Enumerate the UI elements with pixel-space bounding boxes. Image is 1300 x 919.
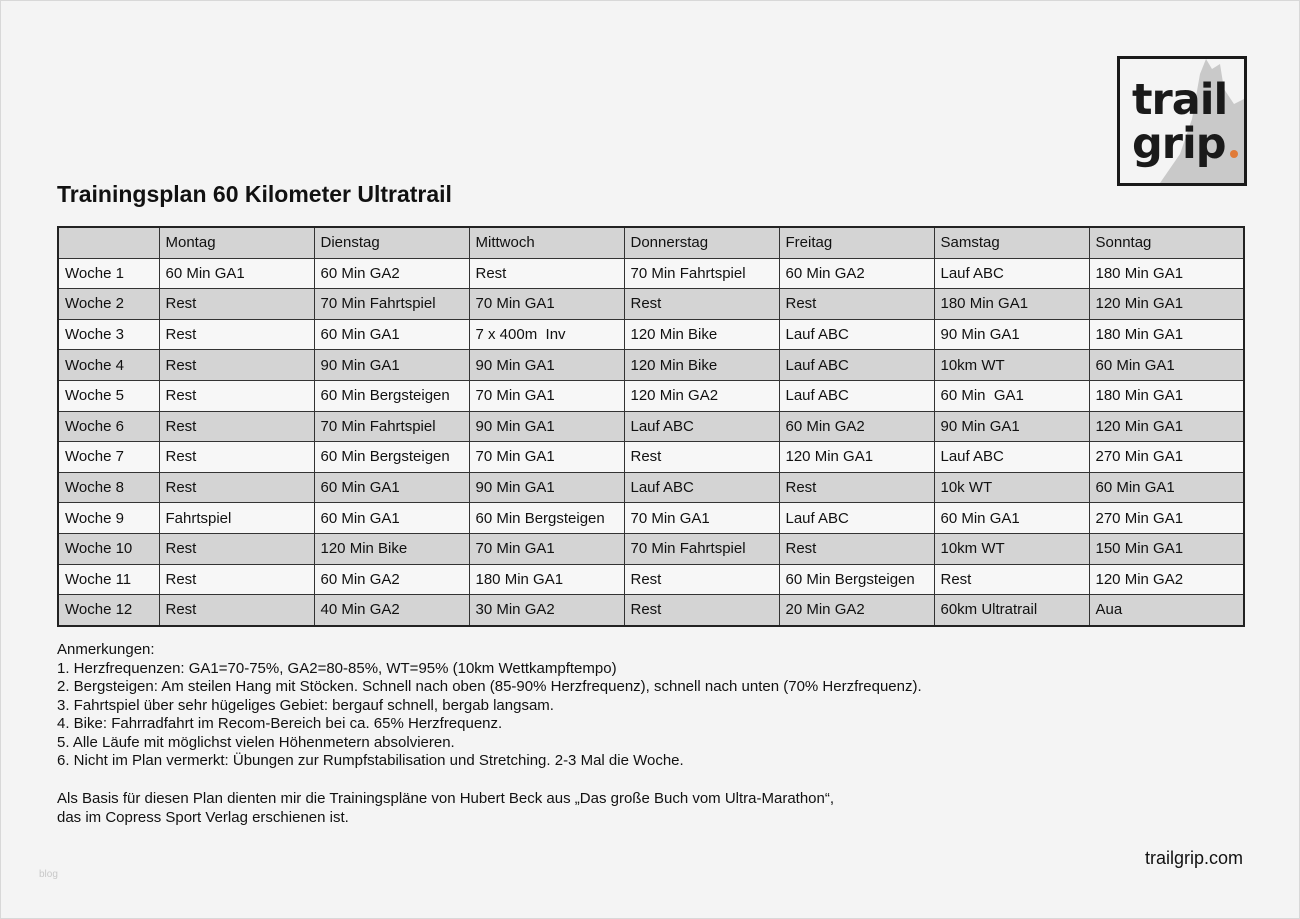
workout-cell: 70 Min Fahrtspiel bbox=[314, 289, 469, 320]
workout-cell: Rest bbox=[159, 564, 314, 595]
source-note-line: Als Basis für diesen Plan dienten mir die Trainingspläne von Hubert Beck aus „Das große Buch vom Ultra-Marathon“, bbox=[57, 790, 835, 807]
workout-cell: 90 Min GA1 bbox=[934, 411, 1089, 442]
logo-text-trail: trail bbox=[1132, 75, 1228, 125]
workout-cell: Fahrtspiel bbox=[159, 503, 314, 534]
header-cell-day: Dienstag bbox=[314, 227, 469, 258]
header-cell-day: Mittwoch bbox=[469, 227, 624, 258]
workout-cell: 20 Min GA2 bbox=[779, 595, 934, 626]
workout-cell: 60 Min GA1 bbox=[1089, 350, 1244, 381]
week-label-cell: Woche 1 bbox=[58, 258, 159, 289]
watermark: blog bbox=[39, 869, 58, 880]
workout-cell: 70 Min Fahrtspiel bbox=[314, 411, 469, 442]
week-label-cell: Woche 2 bbox=[58, 289, 159, 320]
workout-cell: Rest bbox=[624, 289, 779, 320]
workout-cell: Lauf ABC bbox=[934, 258, 1089, 289]
week-label-cell: Woche 9 bbox=[58, 503, 159, 534]
trailgrip-logo bbox=[1117, 56, 1247, 186]
table-row bbox=[58, 411, 1244, 442]
week-label-cell: Woche 10 bbox=[58, 533, 159, 564]
week-label-cell: Woche 7 bbox=[58, 442, 159, 473]
workout-cell: 70 Min GA1 bbox=[469, 533, 624, 564]
week-label-cell: Woche 4 bbox=[58, 350, 159, 381]
workout-cell: 120 Min GA1 bbox=[1089, 289, 1244, 320]
workout-cell: 120 Min Bike bbox=[314, 533, 469, 564]
workout-cell: Lauf ABC bbox=[779, 503, 934, 534]
workout-cell: 180 Min GA1 bbox=[469, 564, 624, 595]
header-cell-day: Freitag bbox=[779, 227, 934, 258]
table-row bbox=[58, 258, 1244, 289]
workout-cell: 180 Min GA1 bbox=[1089, 258, 1244, 289]
workout-cell: Rest bbox=[159, 411, 314, 442]
footer-url: trailgrip.com bbox=[1144, 848, 1243, 868]
workout-cell: 60 Min GA1 bbox=[159, 258, 314, 289]
source-note-line: das im Copress Sport Verlag erschienen ist. bbox=[57, 808, 349, 826]
note-item: 2. Bergsteigen: Am steilen Hang mit Stöcken. Schnell nach oben (85-90% Herzfrequenz), schnell nach unten (70% Herzfrequenz). bbox=[57, 678, 922, 695]
workout-cell: 70 Min GA1 bbox=[624, 503, 779, 534]
table-row bbox=[58, 442, 1244, 473]
workout-cell: Rest bbox=[934, 564, 1089, 595]
workout-cell: 60km Ultratrail bbox=[934, 595, 1089, 626]
workout-cell: 120 Min Bike bbox=[624, 319, 779, 350]
workout-cell: 60 Min Bergsteigen bbox=[779, 564, 934, 595]
notes-heading: Anmerkungen: bbox=[57, 641, 155, 658]
table-row bbox=[58, 472, 1244, 503]
workout-cell: 60 Min GA1 bbox=[314, 503, 469, 534]
note-item: 1. Herzfrequenzen: GA1=70-75%, GA2=80-85%, WT=95% (10km Wettkampftempo) bbox=[57, 659, 617, 677]
workout-cell: 70 Min GA1 bbox=[469, 289, 624, 320]
workout-cell: Rest bbox=[159, 472, 314, 503]
note-item: 4. Bike: Fahrradfahrt im Recom-Bereich bei ca. 65% Herzfrequenz. bbox=[57, 715, 503, 732]
workout-cell: Lauf ABC bbox=[779, 350, 934, 381]
workout-cell: 60 Min GA1 bbox=[934, 503, 1089, 534]
workout-cell: Rest bbox=[159, 533, 314, 564]
table-header-row bbox=[58, 227, 1244, 258]
workout-cell: 120 Min GA2 bbox=[624, 380, 779, 411]
page-title: Trainingsplan 60 Kilometer Ultratrail bbox=[57, 181, 452, 207]
workout-cell: 60 Min GA2 bbox=[779, 411, 934, 442]
source-note bbox=[57, 790, 834, 827]
workout-cell: Rest bbox=[159, 350, 314, 381]
week-label-cell: Woche 12 bbox=[58, 595, 159, 626]
workout-cell: Lauf ABC bbox=[779, 380, 934, 411]
workout-cell: 70 Min Fahrtspiel bbox=[624, 533, 779, 564]
workout-cell: 70 Min GA1 bbox=[469, 442, 624, 473]
table-row bbox=[58, 503, 1244, 534]
table-row bbox=[58, 380, 1244, 411]
workout-cell: Rest bbox=[159, 289, 314, 320]
workout-cell: 180 Min GA1 bbox=[1089, 319, 1244, 350]
workout-cell: Rest bbox=[159, 380, 314, 411]
workout-cell: 7 x 400m Inv bbox=[469, 319, 624, 350]
workout-cell: 180 Min GA1 bbox=[1089, 380, 1244, 411]
logo-text-grip: grip bbox=[1132, 119, 1226, 169]
table-row bbox=[58, 319, 1244, 350]
workout-cell: 70 Min GA1 bbox=[469, 380, 624, 411]
workout-cell: 120 Min GA2 bbox=[1089, 564, 1244, 595]
workout-cell: Rest bbox=[159, 319, 314, 350]
note-item: 5. Alle Läufe mit möglichst vielen Höhenmetern absolvieren. bbox=[57, 733, 455, 751]
table-row bbox=[58, 595, 1244, 626]
workout-cell: Rest bbox=[624, 442, 779, 473]
header-cell-day: Montag bbox=[159, 227, 314, 258]
workout-cell: 90 Min GA1 bbox=[469, 411, 624, 442]
workout-cell: 120 Min GA1 bbox=[1089, 411, 1244, 442]
workout-cell: 90 Min GA1 bbox=[469, 350, 624, 381]
workout-cell: 70 Min Fahrtspiel bbox=[624, 258, 779, 289]
workout-cell: Lauf ABC bbox=[624, 411, 779, 442]
workout-cell: 60 Min Bergsteigen bbox=[314, 380, 469, 411]
notes-section bbox=[57, 641, 922, 771]
workout-cell: 10k WT bbox=[934, 472, 1089, 503]
workout-cell: 90 Min GA1 bbox=[934, 319, 1089, 350]
workout-cell: 270 Min GA1 bbox=[1089, 442, 1244, 473]
workout-cell: Aua bbox=[1089, 595, 1244, 626]
logo-dot bbox=[1230, 150, 1238, 158]
training-plan-table bbox=[57, 226, 1245, 627]
workout-cell: Rest bbox=[779, 289, 934, 320]
workout-cell: 270 Min GA1 bbox=[1089, 503, 1244, 534]
workout-cell: 60 Min Bergsteigen bbox=[314, 442, 469, 473]
workout-cell: 150 Min GA1 bbox=[1089, 533, 1244, 564]
workout-cell: 120 Min GA1 bbox=[779, 442, 934, 473]
table-row bbox=[58, 533, 1244, 564]
workout-cell: 60 Min Bergsteigen bbox=[469, 503, 624, 534]
week-label-cell: Woche 5 bbox=[58, 380, 159, 411]
workout-cell: 60 Min GA1 bbox=[314, 319, 469, 350]
workout-cell: 180 Min GA1 bbox=[934, 289, 1089, 320]
workout-cell: 10km WT bbox=[934, 533, 1089, 564]
week-label-cell: Woche 8 bbox=[58, 472, 159, 503]
workout-cell: 60 Min GA1 bbox=[1089, 472, 1244, 503]
workout-cell: 120 Min Bike bbox=[624, 350, 779, 381]
workout-cell: 10km WT bbox=[934, 350, 1089, 381]
week-label-cell: Woche 11 bbox=[58, 564, 159, 595]
workout-cell: Rest bbox=[159, 442, 314, 473]
table-row bbox=[58, 564, 1244, 595]
week-label-cell: Woche 6 bbox=[58, 411, 159, 442]
header-cell-week bbox=[58, 227, 159, 258]
table-row bbox=[58, 289, 1244, 320]
workout-cell: 60 Min GA1 bbox=[314, 472, 469, 503]
header-cell-day: Samstag bbox=[934, 227, 1089, 258]
workout-cell: Lauf ABC bbox=[624, 472, 779, 503]
workout-cell: Rest bbox=[779, 533, 934, 564]
header-cell-day: Donnerstag bbox=[624, 227, 779, 258]
workout-cell: Lauf ABC bbox=[779, 319, 934, 350]
workout-cell: Rest bbox=[779, 472, 934, 503]
workout-cell: Rest bbox=[159, 595, 314, 626]
workout-cell: 90 Min GA1 bbox=[469, 472, 624, 503]
workout-cell: 90 Min GA1 bbox=[314, 350, 469, 381]
table-row bbox=[58, 350, 1244, 381]
workout-cell: 40 Min GA2 bbox=[314, 595, 469, 626]
workout-cell: Rest bbox=[624, 564, 779, 595]
workout-cell: Rest bbox=[469, 258, 624, 289]
note-item: 3. Fahrtspiel über sehr hügeliges Gebiet: bergauf schnell, bergab langsam. bbox=[57, 696, 554, 714]
workout-cell: Lauf ABC bbox=[934, 442, 1089, 473]
note-item: 6. Nicht im Plan vermerkt: Übungen zur Rumpfstabilisation und Stretching. 2-3 Mal die Woche. bbox=[57, 752, 684, 769]
workout-cell: Rest bbox=[624, 595, 779, 626]
week-label-cell: Woche 3 bbox=[58, 319, 159, 350]
header-cell-day: Sonntag bbox=[1089, 227, 1244, 258]
workout-cell: 60 Min GA1 bbox=[934, 380, 1089, 411]
workout-cell: 30 Min GA2 bbox=[469, 595, 624, 626]
workout-cell: 60 Min GA2 bbox=[314, 258, 469, 289]
workout-cell: 60 Min GA2 bbox=[314, 564, 469, 595]
workout-cell: 60 Min GA2 bbox=[779, 258, 934, 289]
